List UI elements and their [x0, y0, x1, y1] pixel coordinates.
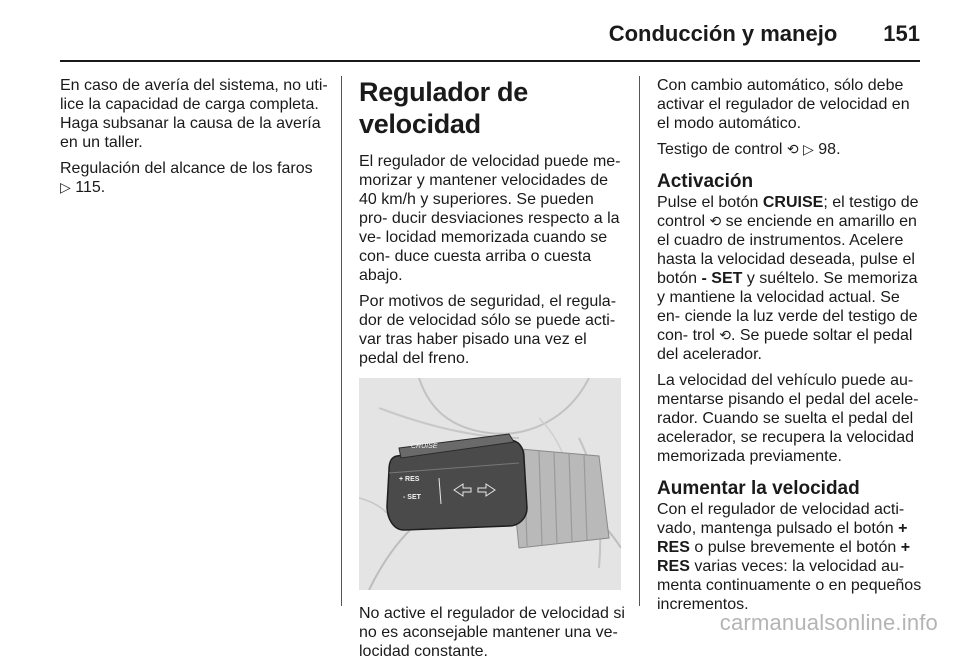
- res-button-label: + RES: [657, 539, 911, 575]
- set-button-label: - SET: [701, 270, 743, 287]
- cruise-control-lever-illustration: [359, 378, 621, 590]
- paragraph: En caso de avería del sistema, no uti- lice la capacidad de carga completa. Haga subsanar la causa de la avería en un taller.: [60, 77, 328, 151]
- res-button-label: + RES: [657, 520, 908, 556]
- page-header: [60, 14, 920, 54]
- paragraph: Pulse el botón CRUISE; el testigo de control ⟲ se enciende en amarillo en el cuadro de instrumentos. Acelere hasta la velocidad deseada, pulse el botón - SET y suéltelo. Se memoriza y mantiene la velocidad actual. Se en- ciende la luz verde del testigo de con- trol ⟲. Se puede soltar el pedal del acelerador.: [657, 194, 919, 363]
- column-2: [359, 76, 625, 668]
- page-title: Conducción y manejo: [608, 21, 838, 46]
- cruise-control-lamp-icon: ⟲: [786, 141, 799, 157]
- cruise-button-label: CRUISE: [762, 194, 824, 211]
- lever-res-label: + RES: [399, 476, 420, 483]
- subsection-heading: Aumentar la velocidad: [657, 478, 860, 499]
- lever-cruise-label: CRUISE: [411, 443, 438, 450]
- paragraph: El regulador de velocidad puede me- morizar y mantener velocidades de 40 km/h y superiores. Se pueden pro- ducir desviaciones respecto a la ve- locidad memorizada cuando se con- duce cuesta arriba o cuesta abajo.: [359, 153, 621, 284]
- paragraph: Con cambio automático, sólo debe activar el regulador de velocidad en el modo automático.: [657, 77, 910, 132]
- page-reference[interactable]: 115.: [75, 179, 106, 196]
- paragraph: Con el regulador de velocidad acti- vado, mantenga pulsado el botón + RES o pulse brevemente el botón + RES varias veces: la velocidad au- menta continuamente o en pequeños incrementos.: [657, 501, 922, 613]
- paragraph: No active el regulador de velocidad si no es aconsejable mantener una ve- locidad constante.: [359, 605, 625, 660]
- column-3: [657, 76, 923, 621]
- reference-arrow-icon: ▷: [803, 141, 814, 157]
- section-heading: Regulador de velocidad: [359, 77, 528, 139]
- page-reference[interactable]: 98.: [818, 141, 841, 158]
- paragraph: Por motivos de seguridad, el regula- dor de velocidad sólo se puede acti- var tras haber pisado una vez el pedal del freno.: [359, 293, 617, 367]
- watermark: carmanualsonline.info: [719, 610, 938, 635]
- column-divider: [639, 76, 640, 606]
- subsection-heading: Activación: [657, 171, 754, 192]
- paragraph: La velocidad del vehículo puede au- mentarse pisando el pedal del acele- rador. Cuando se suelta el pedal del acelerador, se recupera la velocidad memorizada previamente.: [657, 372, 919, 465]
- column-1: [60, 76, 328, 204]
- paragraph: Regulación del alcance de los faros ▷ 115.: [60, 160, 313, 196]
- cruise-control-lamp-icon: ⟲: [719, 327, 731, 343]
- reference-arrow-icon: ▷: [60, 179, 71, 195]
- cruise-control-lamp-icon: ⟲: [709, 213, 722, 229]
- header-rule: [60, 60, 920, 62]
- lever-set-label: - SET: [403, 494, 421, 501]
- column-divider: [341, 76, 342, 606]
- page-number: 151: [883, 21, 920, 46]
- paragraph: Testigo de control ⟲ ▷ 98.: [657, 141, 841, 158]
